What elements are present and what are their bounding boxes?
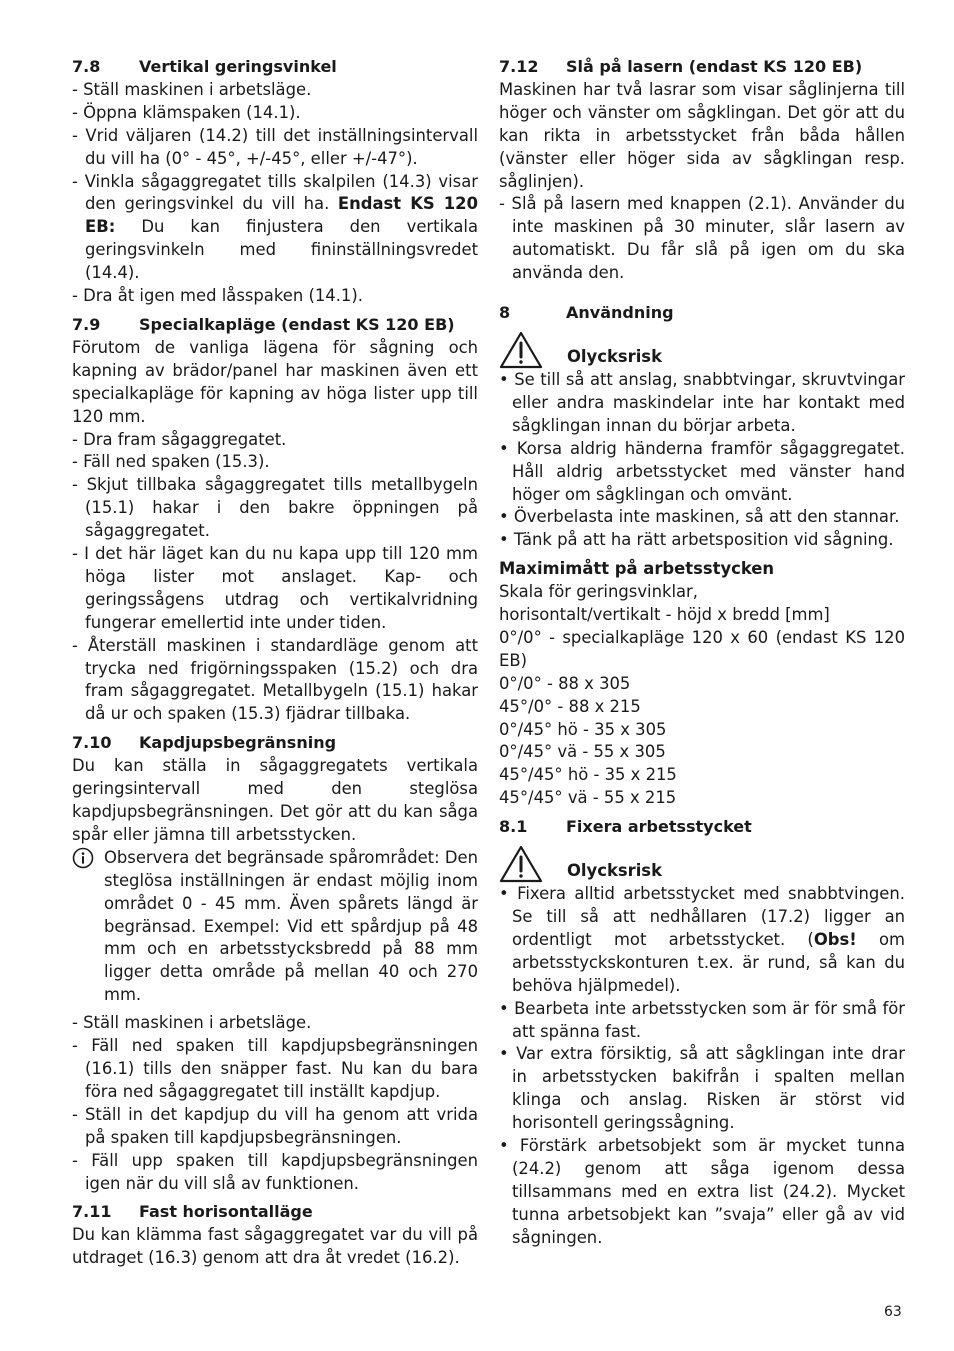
bullet-item: • Bearbeta inte arbetsstycken som är för små för att spänna fast. [499, 998, 905, 1041]
list-item: - I det här läget kan du nu kapa upp till 120 mm höga lister mot anslaget. Kap- och geringssågens utdrag och vertikalvridning fungerar emellertid inte under tiden. [72, 544, 478, 632]
list-item-text: Du kan finjustera den vertikala geringsvinkeln med fininställningsvredet (14.4). [85, 217, 478, 283]
list-item-text: - Vinkla sågaggregatet tills skalpilen (14.3) visar den geringsvinkel du vill ha. [72, 171, 478, 214]
section-heading [72, 56, 478, 79]
paragraph: Du kan ställa in sågaggregatets vertikala geringsintervall med den steglösa kapdjupsbegränsningen. Det gör att du kan såga spår eller jämna till arbetsstycken. [72, 756, 478, 844]
section-heading [499, 56, 905, 79]
subheading: Maximimått på arbetsstycken [499, 559, 775, 579]
section-title: Fixera arbetsstycket [566, 817, 752, 837]
list-item: - Skjut tillbaka sågaggregatet tills metallbygeln (15.1) hakar i den bakre öppningen på sågaggregatet. [72, 475, 478, 541]
info-note-text: Observera det begränsade spårområdet: Den steglösa inställningen är endast möjlig inom området 0 - 45 mm. Även spårets längd är begränsad. Exempel: Vid ett spårdjup på 48 mm och en arbetsstycksbredd på 88 mm ligger detta område på mellan 40 och 270 mm. [104, 847, 478, 1005]
section-title: Specialkapläge (endast KS 120 EB) [139, 314, 455, 334]
section-heading [72, 1201, 478, 1224]
dimension-line: 45°/45° vä - 55 x 215 [499, 788, 677, 808]
section-7-12 [499, 56, 905, 285]
warning-block [499, 331, 905, 369]
section-heading [72, 314, 478, 337]
bullet-item: • Förstärk arbetsobjekt som är mycket tunna (24.2) genom att såga igenom dessa tillsammans med en extra list (24.2). Mycket tunna arbetsobjekt kan ”svaja” eller gå av vid sågningen. [499, 1136, 905, 1247]
text-line: Skala för geringsvinklar, [499, 582, 699, 602]
paragraph: Maskinen har två lasrar som visar såglinjerna till höger och vänster om sågklingan. Det gör att du kan rikta in arbetsstycket från båda hållen (vänster eller höger sida av sågklingan resp. såglinjen). [499, 79, 905, 191]
section-heading [72, 732, 478, 755]
page-number: 63 [884, 1304, 902, 1320]
section-heading [499, 302, 905, 325]
section-title: Kapdjupsbegränsning [139, 733, 337, 753]
list-item: - Öppna klämspaken (14.1). [72, 102, 301, 122]
bullet-item: • Tänk på att ha rätt arbetsposition vid sågning. [499, 530, 894, 550]
section-7-10 [72, 732, 478, 1195]
list-item: - Dra åt igen med låsspaken (14.1). [72, 286, 363, 306]
bullet-item [499, 883, 905, 998]
dimension-line: 45°/45° hö - 35 x 215 [499, 765, 677, 785]
warning-label: Olycksrisk [567, 861, 662, 881]
dimension-line: 0°/45° hö - 35 x 305 [499, 719, 667, 739]
bullet-bold: Obs! [813, 929, 857, 949]
section-title: Slå på lasern (endast KS 120 EB) [566, 57, 863, 76]
info-icon [72, 847, 104, 1007]
list-item: - Återställ maskinen i standardläge genom att trycka ned frigörningsspaken (15.2) och dra fram sågaggregatet. Metallbygeln (15.1) hakar då ur och spaken (15.3) fjädrar tillbaka. [72, 635, 478, 724]
section-title: Vertikal geringsvinkel [139, 57, 337, 76]
list-item: - Fäll ned spaken (15.3). [72, 452, 270, 472]
list-item: - Ställ in det kapdjup du vill ha genom att vrida på spaken till kapdjupsbegränsningen. [72, 1104, 478, 1147]
section-title: Fast horisontalläge [139, 1202, 313, 1222]
section-number: 7.8 [72, 57, 101, 76]
info-note [72, 847, 478, 1007]
section-number: 8 [499, 303, 511, 323]
section-number: 8.1 [499, 817, 528, 837]
section-number: 7.12 [499, 57, 539, 76]
paragraph: Du kan klämma fast sågaggregatet var du vill på utdraget (16.3) genom att dra åt vredet (16.2). [72, 1225, 478, 1268]
bullet-item: • Se till så att anslag, snabbtvingar, skruvtvingar eller andra maskindelar inte har kontakt med sågklingan innan du börjar arbeta. [499, 369, 905, 435]
warning-triangle-icon [499, 331, 543, 369]
dimension-line: 0°/0° - 88 x 305 [499, 673, 631, 693]
list-item: - Vrid väljaren (14.2) till det inställningsintervall du vill ha (0° - 45°, +/-45°, eller +/-47°). [72, 125, 478, 168]
list-item: - Ställ maskinen i arbetsläge. [72, 79, 312, 99]
section-7-11 [72, 1201, 478, 1270]
bullet-item: • Var extra försiktig, så att sågklingan inte drar in arbetsstycken bakifrån i spalten mellan klinga och anslag. Risken är störst vid horisontell geringssågning. [499, 1044, 905, 1133]
dimension-line: 0°/45° vä - 55 x 305 [499, 742, 666, 762]
list-item: - Fäll ned spaken till kapdjupsbegränsningen (16.1) tills den snäpper fast. Nu kan du bara föra ned sågaggregatet till inställt kapdjup. [72, 1036, 478, 1101]
section-heading [499, 816, 905, 839]
list-item: - Slå på lasern med knappen (2.1). Använder du inte maskinen på 30 minuter, slår lasern av automatiskt. Du får slå på igen om du ska använda den. [499, 194, 905, 283]
section-title: Användning [566, 303, 674, 323]
list-item: - Fäll upp spaken till kapdjupsbegränsningen igen när du vill slå av funktionen. [72, 1150, 478, 1193]
bullet-item: • Överbelasta inte maskinen, så att den stannar. [499, 507, 900, 527]
paragraph: Förutom de vanliga lägena för sågning och kapning av brädor/panel har maskinen även ett specialkapläge för kapning av höga lister upp till 120 mm. [72, 337, 478, 426]
text-line: horisontalt/vertikalt - höjd x bredd [mm] [499, 605, 830, 625]
left-column [72, 56, 478, 1270]
section-7-8 [72, 56, 478, 308]
section-number: 7.10 [72, 733, 112, 753]
dimension-line: 45°/0° - 88 x 215 [499, 696, 641, 716]
section-8 [499, 302, 905, 810]
section-8-1 [499, 816, 905, 1249]
bullet-text: om arbetsstyckskonturen t.ex. är rund, så kan du behöva hjälpmedel). [512, 929, 905, 995]
list-item [72, 171, 478, 286]
section-7-9 [72, 314, 478, 726]
right-column [499, 56, 905, 1250]
warning-block [499, 845, 905, 883]
section-number: 7.9 [72, 314, 101, 334]
section-number: 7.11 [72, 1202, 112, 1222]
list-item: - Dra fram sågaggregatet. [72, 429, 287, 449]
list-item: - Ställ maskinen i arbetsläge. [72, 1013, 312, 1033]
bullet-text: • Fixera alltid arbetsstycket med snabbtvingen. Se till så att nedhållaren (17.2) ligger an ordentligt mot arbetsstycket. ( [499, 884, 905, 949]
warning-label: Olycksrisk [567, 347, 662, 367]
warning-triangle-icon [499, 845, 543, 883]
model-note-bold: Endast KS 120 EB: [85, 194, 478, 237]
text-line: 0°/0° - specialkapläge 120 x 60 (endast KS 120 EB) [499, 627, 905, 670]
bullet-item: • Korsa aldrig händerna framför sågaggregatet. Håll aldrig arbetsstycket med vänster hand höger om sågklingan och omvänt. [499, 438, 905, 504]
